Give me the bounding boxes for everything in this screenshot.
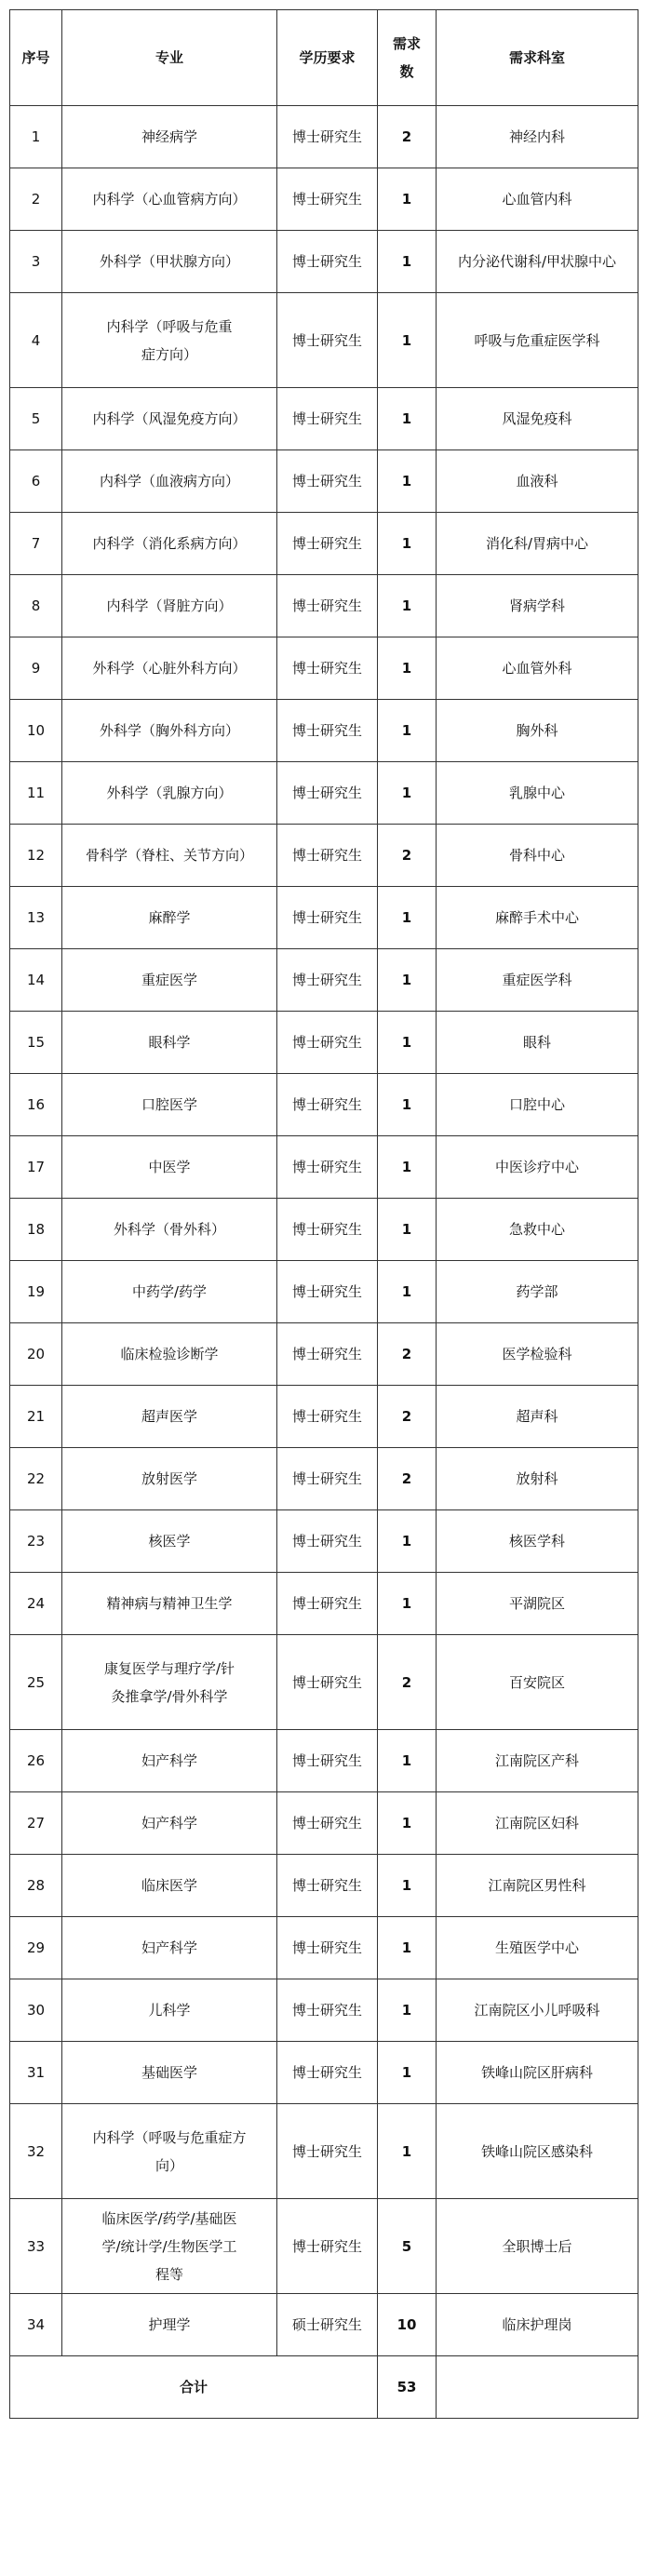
cell-major: 口腔医学	[62, 1074, 277, 1136]
total-label: 合计	[10, 2356, 378, 2419]
table-row	[10, 1573, 638, 1635]
cell-index: 27	[10, 1792, 62, 1855]
cell-count: 1	[378, 1855, 437, 1917]
cell-count: 1	[378, 168, 437, 231]
cell-index: 4	[10, 293, 62, 388]
cell-major: 麻醉学	[62, 887, 277, 949]
cell-department: 急救中心	[437, 1199, 638, 1261]
cell-department: 药学部	[437, 1261, 638, 1323]
cell-department: 重症医学科	[437, 949, 638, 1012]
cell-count: 1	[378, 887, 437, 949]
cell-degree: 硕士研究生	[277, 2294, 378, 2356]
header-index: 序号	[10, 10, 62, 106]
cell-major: 外科学（心脏外科方向）	[62, 637, 277, 700]
cell-index: 18	[10, 1199, 62, 1261]
cell-index: 23	[10, 1510, 62, 1573]
cell-index: 29	[10, 1917, 62, 1979]
cell-department: 生殖医学中心	[437, 1917, 638, 1979]
cell-major: 内科学（心血管病方向）	[62, 168, 277, 231]
table-row	[10, 1012, 638, 1074]
cell-major: 妇产科学	[62, 1730, 277, 1792]
cell-major: 放射医学	[62, 1448, 277, 1510]
cell-degree: 博士研究生	[277, 1855, 378, 1917]
table-row	[10, 1635, 638, 1730]
cell-index: 6	[10, 450, 62, 513]
cell-department: 内分泌代谢科/甲状腺中心	[437, 231, 638, 293]
cell-degree: 博士研究生	[277, 2104, 378, 2199]
cell-degree: 博士研究生	[277, 1074, 378, 1136]
cell-degree: 博士研究生	[277, 825, 378, 887]
table-row	[10, 1979, 638, 2042]
cell-department: 江南院区小儿呼吸科	[437, 1979, 638, 2042]
table-row	[10, 637, 638, 700]
cell-degree: 博士研究生	[277, 887, 378, 949]
cell-major: 妇产科学	[62, 1917, 277, 1979]
cell-degree: 博士研究生	[277, 1136, 378, 1199]
table-row	[10, 1323, 638, 1386]
table-row	[10, 949, 638, 1012]
table-row	[10, 2199, 638, 2294]
table-row	[10, 231, 638, 293]
cell-degree: 博士研究生	[277, 1730, 378, 1792]
cell-degree: 博士研究生	[277, 450, 378, 513]
cell-count: 2	[378, 1448, 437, 1510]
cell-index: 11	[10, 762, 62, 825]
cell-count: 1	[378, 2042, 437, 2104]
cell-degree: 博士研究生	[277, 1917, 378, 1979]
cell-index: 8	[10, 575, 62, 637]
header-count: 需求数	[378, 10, 437, 106]
table-row	[10, 388, 638, 450]
cell-degree: 博士研究生	[277, 168, 378, 231]
header-department: 需求科室	[437, 10, 638, 106]
cell-major: 内科学（肾脏方向）	[62, 575, 277, 637]
table-row	[10, 1261, 638, 1323]
table-row	[10, 106, 638, 168]
cell-department: 铁峰山院区感染科	[437, 2104, 638, 2199]
cell-department: 口腔中心	[437, 1074, 638, 1136]
cell-degree: 博士研究生	[277, 1979, 378, 2042]
cell-count: 1	[378, 1136, 437, 1199]
cell-department: 全职博士后	[437, 2199, 638, 2294]
table-row	[10, 513, 638, 575]
cell-degree: 博士研究生	[277, 293, 378, 388]
cell-degree: 博士研究生	[277, 1635, 378, 1730]
cell-degree: 博士研究生	[277, 2199, 378, 2294]
table-row	[10, 1136, 638, 1199]
cell-count: 1	[378, 1012, 437, 1074]
cell-major: 骨科学（脊柱、关节方向）	[62, 825, 277, 887]
cell-department: 江南院区产科	[437, 1730, 638, 1792]
cell-department: 风湿免疫科	[437, 388, 638, 450]
cell-major: 外科学（乳腺方向）	[62, 762, 277, 825]
cell-index: 20	[10, 1323, 62, 1386]
cell-department: 放射科	[437, 1448, 638, 1510]
cell-index: 33	[10, 2199, 62, 2294]
cell-department: 百安院区	[437, 1635, 638, 1730]
table-row	[10, 1386, 638, 1448]
cell-count: 1	[378, 1917, 437, 1979]
cell-degree: 博士研究生	[277, 513, 378, 575]
cell-major: 外科学（胸外科方向）	[62, 700, 277, 762]
cell-count: 1	[378, 1573, 437, 1635]
cell-index: 15	[10, 1012, 62, 1074]
total-department	[437, 2356, 638, 2419]
cell-index: 28	[10, 1855, 62, 1917]
cell-count: 1	[378, 231, 437, 293]
cell-index: 30	[10, 1979, 62, 2042]
cell-count: 1	[378, 293, 437, 388]
header-degree: 学历要求	[277, 10, 378, 106]
table-row	[10, 887, 638, 949]
cell-degree: 博士研究生	[277, 1386, 378, 1448]
cell-department: 血液科	[437, 450, 638, 513]
cell-index: 3	[10, 231, 62, 293]
cell-index: 34	[10, 2294, 62, 2356]
cell-major: 神经病学	[62, 106, 277, 168]
cell-department: 神经内科	[437, 106, 638, 168]
total-count: 53	[378, 2356, 437, 2419]
cell-department: 中医诊疗中心	[437, 1136, 638, 1199]
cell-degree: 博士研究生	[277, 949, 378, 1012]
cell-major: 临床医学/药学/基础医学/统计学/生物医学工程等	[62, 2199, 277, 2294]
cell-major: 重症医学	[62, 949, 277, 1012]
cell-major: 内科学（消化系病方向）	[62, 513, 277, 575]
cell-department: 江南院区妇科	[437, 1792, 638, 1855]
cell-department: 肾病学科	[437, 575, 638, 637]
table-row	[10, 1792, 638, 1855]
recruitment-table	[9, 9, 638, 2419]
cell-degree: 博士研究生	[277, 1448, 378, 1510]
recruitment-table-container	[9, 9, 638, 2419]
cell-major: 护理学	[62, 2294, 277, 2356]
cell-index: 17	[10, 1136, 62, 1199]
table-row	[10, 1855, 638, 1917]
cell-index: 5	[10, 388, 62, 450]
cell-count: 2	[378, 1386, 437, 1448]
cell-department: 麻醉手术中心	[437, 887, 638, 949]
cell-degree: 博士研究生	[277, 637, 378, 700]
cell-degree: 博士研究生	[277, 1261, 378, 1323]
table-row	[10, 700, 638, 762]
table-row	[10, 2104, 638, 2199]
cell-major: 眼科学	[62, 1012, 277, 1074]
cell-department: 医学检验科	[437, 1323, 638, 1386]
cell-index: 19	[10, 1261, 62, 1323]
cell-major: 中医学	[62, 1136, 277, 1199]
table-row	[10, 1730, 638, 1792]
cell-degree: 博士研究生	[277, 575, 378, 637]
cell-major: 内科学（风湿免疫方向）	[62, 388, 277, 450]
table-row	[10, 168, 638, 231]
cell-major: 内科学（呼吸与危重症方向）	[62, 2104, 277, 2199]
cell-major: 内科学（血液病方向）	[62, 450, 277, 513]
cell-major: 外科学（甲状腺方向）	[62, 231, 277, 293]
cell-major: 临床检验诊断学	[62, 1323, 277, 1386]
cell-major: 妇产科学	[62, 1792, 277, 1855]
cell-major: 儿科学	[62, 1979, 277, 2042]
table-row	[10, 1074, 638, 1136]
cell-count: 2	[378, 825, 437, 887]
cell-major: 超声医学	[62, 1386, 277, 1448]
cell-count: 1	[378, 1979, 437, 2042]
total-row	[10, 2356, 638, 2419]
cell-count: 1	[378, 2104, 437, 2199]
cell-major: 精神病与精神卫生学	[62, 1573, 277, 1635]
cell-major: 外科学（骨外科）	[62, 1199, 277, 1261]
cell-index: 22	[10, 1448, 62, 1510]
table-row	[10, 825, 638, 887]
cell-count: 1	[378, 949, 437, 1012]
table-row	[10, 450, 638, 513]
cell-count: 1	[378, 1074, 437, 1136]
cell-count: 2	[378, 1323, 437, 1386]
cell-department: 超声科	[437, 1386, 638, 1448]
cell-index: 1	[10, 106, 62, 168]
table-row	[10, 1510, 638, 1573]
cell-count: 1	[378, 450, 437, 513]
table-row	[10, 575, 638, 637]
cell-count: 2	[378, 106, 437, 168]
cell-degree: 博士研究生	[277, 2042, 378, 2104]
cell-major: 临床医学	[62, 1855, 277, 1917]
header-major: 专业	[62, 10, 277, 106]
cell-count: 1	[378, 1199, 437, 1261]
cell-degree: 博士研究生	[277, 762, 378, 825]
table-row	[10, 1917, 638, 1979]
cell-department: 心血管内科	[437, 168, 638, 231]
table-row	[10, 1448, 638, 1510]
cell-department: 临床护理岗	[437, 2294, 638, 2356]
cell-major: 内科学（呼吸与危重症方向）	[62, 293, 277, 388]
cell-degree: 博士研究生	[277, 106, 378, 168]
table-row	[10, 2294, 638, 2356]
cell-department: 平湖院区	[437, 1573, 638, 1635]
cell-department: 核医学科	[437, 1510, 638, 1573]
cell-count: 1	[378, 575, 437, 637]
cell-count: 1	[378, 637, 437, 700]
cell-major: 核医学	[62, 1510, 277, 1573]
cell-index: 25	[10, 1635, 62, 1730]
cell-count: 1	[378, 1730, 437, 1792]
cell-count: 1	[378, 1792, 437, 1855]
table-body	[10, 106, 638, 2356]
cell-department: 消化科/胃病中心	[437, 513, 638, 575]
table-row	[10, 2042, 638, 2104]
cell-index: 2	[10, 168, 62, 231]
cell-department: 铁峰山院区肝病科	[437, 2042, 638, 2104]
cell-department: 骨科中心	[437, 825, 638, 887]
cell-index: 24	[10, 1573, 62, 1635]
table-header-row	[10, 10, 638, 106]
cell-count: 1	[378, 388, 437, 450]
table-row	[10, 1199, 638, 1261]
cell-count: 5	[378, 2199, 437, 2294]
cell-index: 21	[10, 1386, 62, 1448]
cell-degree: 博士研究生	[277, 1510, 378, 1573]
cell-department: 呼吸与危重症医学科	[437, 293, 638, 388]
cell-index: 16	[10, 1074, 62, 1136]
cell-count: 1	[378, 1261, 437, 1323]
cell-index: 26	[10, 1730, 62, 1792]
cell-count: 1	[378, 513, 437, 575]
cell-index: 7	[10, 513, 62, 575]
cell-degree: 博士研究生	[277, 700, 378, 762]
cell-degree: 博士研究生	[277, 1199, 378, 1261]
cell-count: 10	[378, 2294, 437, 2356]
cell-department: 眼科	[437, 1012, 638, 1074]
table-row	[10, 762, 638, 825]
cell-major: 中药学/药学	[62, 1261, 277, 1323]
cell-department: 乳腺中心	[437, 762, 638, 825]
cell-degree: 博士研究生	[277, 231, 378, 293]
cell-index: 14	[10, 949, 62, 1012]
cell-index: 31	[10, 2042, 62, 2104]
cell-index: 10	[10, 700, 62, 762]
cell-major: 基础医学	[62, 2042, 277, 2104]
cell-count: 1	[378, 762, 437, 825]
cell-degree: 博士研究生	[277, 1573, 378, 1635]
cell-index: 9	[10, 637, 62, 700]
cell-index: 12	[10, 825, 62, 887]
cell-department: 胸外科	[437, 700, 638, 762]
cell-count: 1	[378, 1510, 437, 1573]
cell-count: 1	[378, 700, 437, 762]
cell-index: 32	[10, 2104, 62, 2199]
cell-degree: 博士研究生	[277, 1792, 378, 1855]
cell-major: 康复医学与理疗学/针灸推拿学/骨外科学	[62, 1635, 277, 1730]
cell-count: 2	[378, 1635, 437, 1730]
cell-index: 13	[10, 887, 62, 949]
cell-department: 江南院区男性科	[437, 1855, 638, 1917]
cell-degree: 博士研究生	[277, 1012, 378, 1074]
table-row	[10, 293, 638, 388]
cell-department: 心血管外科	[437, 637, 638, 700]
cell-degree: 博士研究生	[277, 1323, 378, 1386]
cell-degree: 博士研究生	[277, 388, 378, 450]
